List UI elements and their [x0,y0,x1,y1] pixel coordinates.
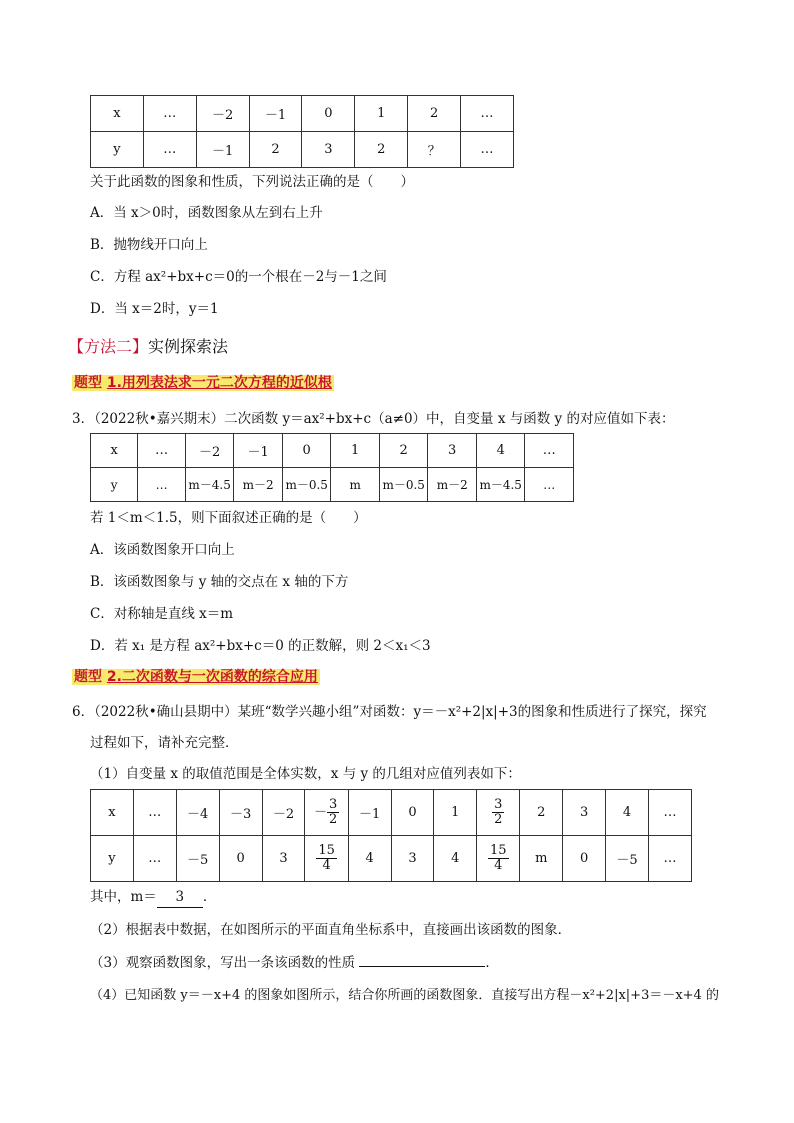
table-cell: －3 [219,790,262,836]
method-2-bracket: 【方法二】 [68,337,149,356]
fraction-denominator: 2 [494,812,503,827]
table-cell: … [138,434,185,468]
table-cell: －2 [262,790,305,836]
value-table-2 [90,433,574,502]
part-3-suffix: ． [485,955,499,971]
table-cell: … [138,468,185,502]
type-2-title: 2.二次函数与一次函数的综合应用 [106,669,318,685]
table-cell: 2 [249,132,302,168]
table-cell: －1 [196,132,249,168]
table-cell: … [648,836,691,882]
question-6-answer-line [90,887,216,908]
table-cell: －2 [185,434,234,468]
table-cell: 2 [408,96,461,132]
fraction-fifteen-quarters [488,844,509,873]
fraction-neg-three-halves [327,798,339,827]
table-cell: m－0.5 [282,468,331,502]
question-2-option-c: C．方程 ax²+bx+c＝0的一个根在－2与－1之间 [90,269,387,285]
table-cell: －5 [176,836,219,882]
table-cell: … [648,790,691,836]
table-cell: 2 [355,132,408,168]
table-cell: x [91,790,134,836]
table-cell: … [133,836,176,882]
table-cell: －5 [606,836,649,882]
question-6-stem-line-1: 6．（2022秋•确山县期中）某班“数学兴趣小组”对函数：y＝－x²+2|x|+3的图象和性质进行了探究，探究 [72,704,707,720]
type-2-tag [72,669,320,685]
table-cell: 3 [428,434,476,468]
table-cell: … [525,468,574,502]
table-cell: … [133,790,176,836]
table-cell: 2 [379,434,428,468]
table-cell: －4 [176,790,219,836]
method-2-title: 实例探索法 [148,337,229,356]
question-2-option-b: B．抛物线开口向上 [90,237,208,253]
question-6-part-2: （2）根据表中数据，在如图所示的平面直角坐标系中，直接画出该函数的图象． [90,922,572,938]
table-row [91,434,574,468]
table-cell: m [331,468,379,502]
table-cell: 3 [563,790,606,836]
fraction-denominator: 4 [322,858,331,873]
table-cell: y [91,132,144,168]
table-cell: m－2 [234,468,282,502]
table-cell [477,790,520,836]
fraction-numerator: 3 [328,797,338,812]
table-cell: m－0.5 [379,468,428,502]
value-table-3 [90,789,692,882]
type-1-title: 1.用列表法求一元二次方程的近似根 [106,375,332,391]
table-cell: 0 [302,96,355,132]
table-cell: －2 [196,96,249,132]
table-cell: 1 [434,790,477,836]
part-3-answer-blank[interactable] [359,966,485,967]
table-row [91,790,692,836]
table-cell: 0 [219,836,262,882]
table-cell: y [91,468,138,502]
type-2-label: 题型 [74,669,102,685]
answer-blank-m: 3 [157,887,203,908]
table-cell: m－4.5 [476,468,525,502]
table-cell: y [91,836,134,882]
table-cell: … [525,434,574,468]
type-2-heading [72,666,320,688]
question-3-option-d: D．若 x₁ 是方程 ax²+bx+c＝0 的正数解，则 2＜x₁＜3 [90,638,431,654]
question-6-stem-line-2: 过程如下，请补充完整． [90,735,239,751]
table-row [91,132,514,168]
table-cell: 4 [348,836,391,882]
question-6-part-3 [90,953,499,973]
table-cell: … [461,132,514,168]
question-3-option-a: A．该函数图象开口向上 [90,542,235,558]
fraction-numerator: 3 [494,797,503,812]
question-6-part-4: （4）已知函数 y＝－x+4 的图象如图所示，结合你所画的函数图象．直接写出方程－x²+2|x|+3＝－x+4 的 [90,988,719,1003]
table-cell: ？ [408,132,461,168]
table-cell: 4 [434,836,477,882]
question-6-part-1: （1）自变量 x 的取值范围是全体实数，x 与 y 的几组对应值列表如下： [90,766,521,782]
table-cell: 1 [331,434,379,468]
fraction-denominator: 4 [494,858,503,873]
question-2-option-a: A．当 x＞0时，函数图象从左到右上升 [90,205,323,221]
method-2-heading [68,336,228,358]
table-cell: 1 [355,96,408,132]
table-cell: … [143,96,196,132]
type-1-heading [72,372,334,394]
table-cell: m－2 [428,468,476,502]
table-cell [305,836,348,882]
table-cell: 3 [391,836,434,882]
fraction-denominator: 2 [328,812,338,827]
question-3-condition: 若 1＜m＜1.5，则下面叙述正确的是（ ） [90,510,367,526]
fraction-numerator: 15 [318,843,335,858]
table-cell: 4 [476,434,525,468]
question-3-option-c: C．对称轴是直线 x＝m [90,606,234,622]
table-cell: 3 [302,132,355,168]
table-cell: 4 [606,790,649,836]
question-2-stem: 关于此函数的图象和性质，下列说法正确的是（ ） [90,174,414,190]
table-cell: －1 [249,96,302,132]
type-1-tag [72,375,334,391]
table-cell: x [91,96,144,132]
fraction-sign: － [313,805,327,820]
fraction-fifteen-quarters [316,844,337,873]
table-cell: 2 [520,790,563,836]
table-cell: … [143,132,196,168]
table-cell: m－4.5 [185,468,234,502]
table-cell [305,790,348,836]
table-cell: 3 [262,836,305,882]
table-cell: x [91,434,138,468]
table-cell: －1 [234,434,282,468]
table-cell: m [520,836,563,882]
fraction-numerator: 15 [489,843,507,858]
table-row [91,468,574,502]
question-3-stem: 3．（2022秋•嘉兴期末）二次函数 y＝ax²+bx+c（a≠0）中，自变量 x 与函数 y 的对应值如下表： [72,411,675,427]
table-cell: 0 [282,434,331,468]
table-row [91,96,514,132]
type-1-label: 题型 [74,375,102,391]
question-2-option-d: D．当 x＝2时，y＝1 [90,301,219,317]
fraction-three-halves [492,798,504,827]
table-cell: 0 [563,836,606,882]
value-table-1 [90,95,514,168]
table-cell [477,836,520,882]
part-3-text: （3）观察函数图象，写出一条该函数的性质 [90,955,356,971]
table-cell: … [461,96,514,132]
table-cell: －1 [348,790,391,836]
answer-suffix: ． [202,889,217,905]
table-cell: 0 [391,790,434,836]
table-row [91,836,692,882]
question-3-option-b: B．该函数图象与 y 轴的交点在 x 轴的下方 [90,574,349,590]
answer-prefix: 其中，m＝ [90,889,157,905]
